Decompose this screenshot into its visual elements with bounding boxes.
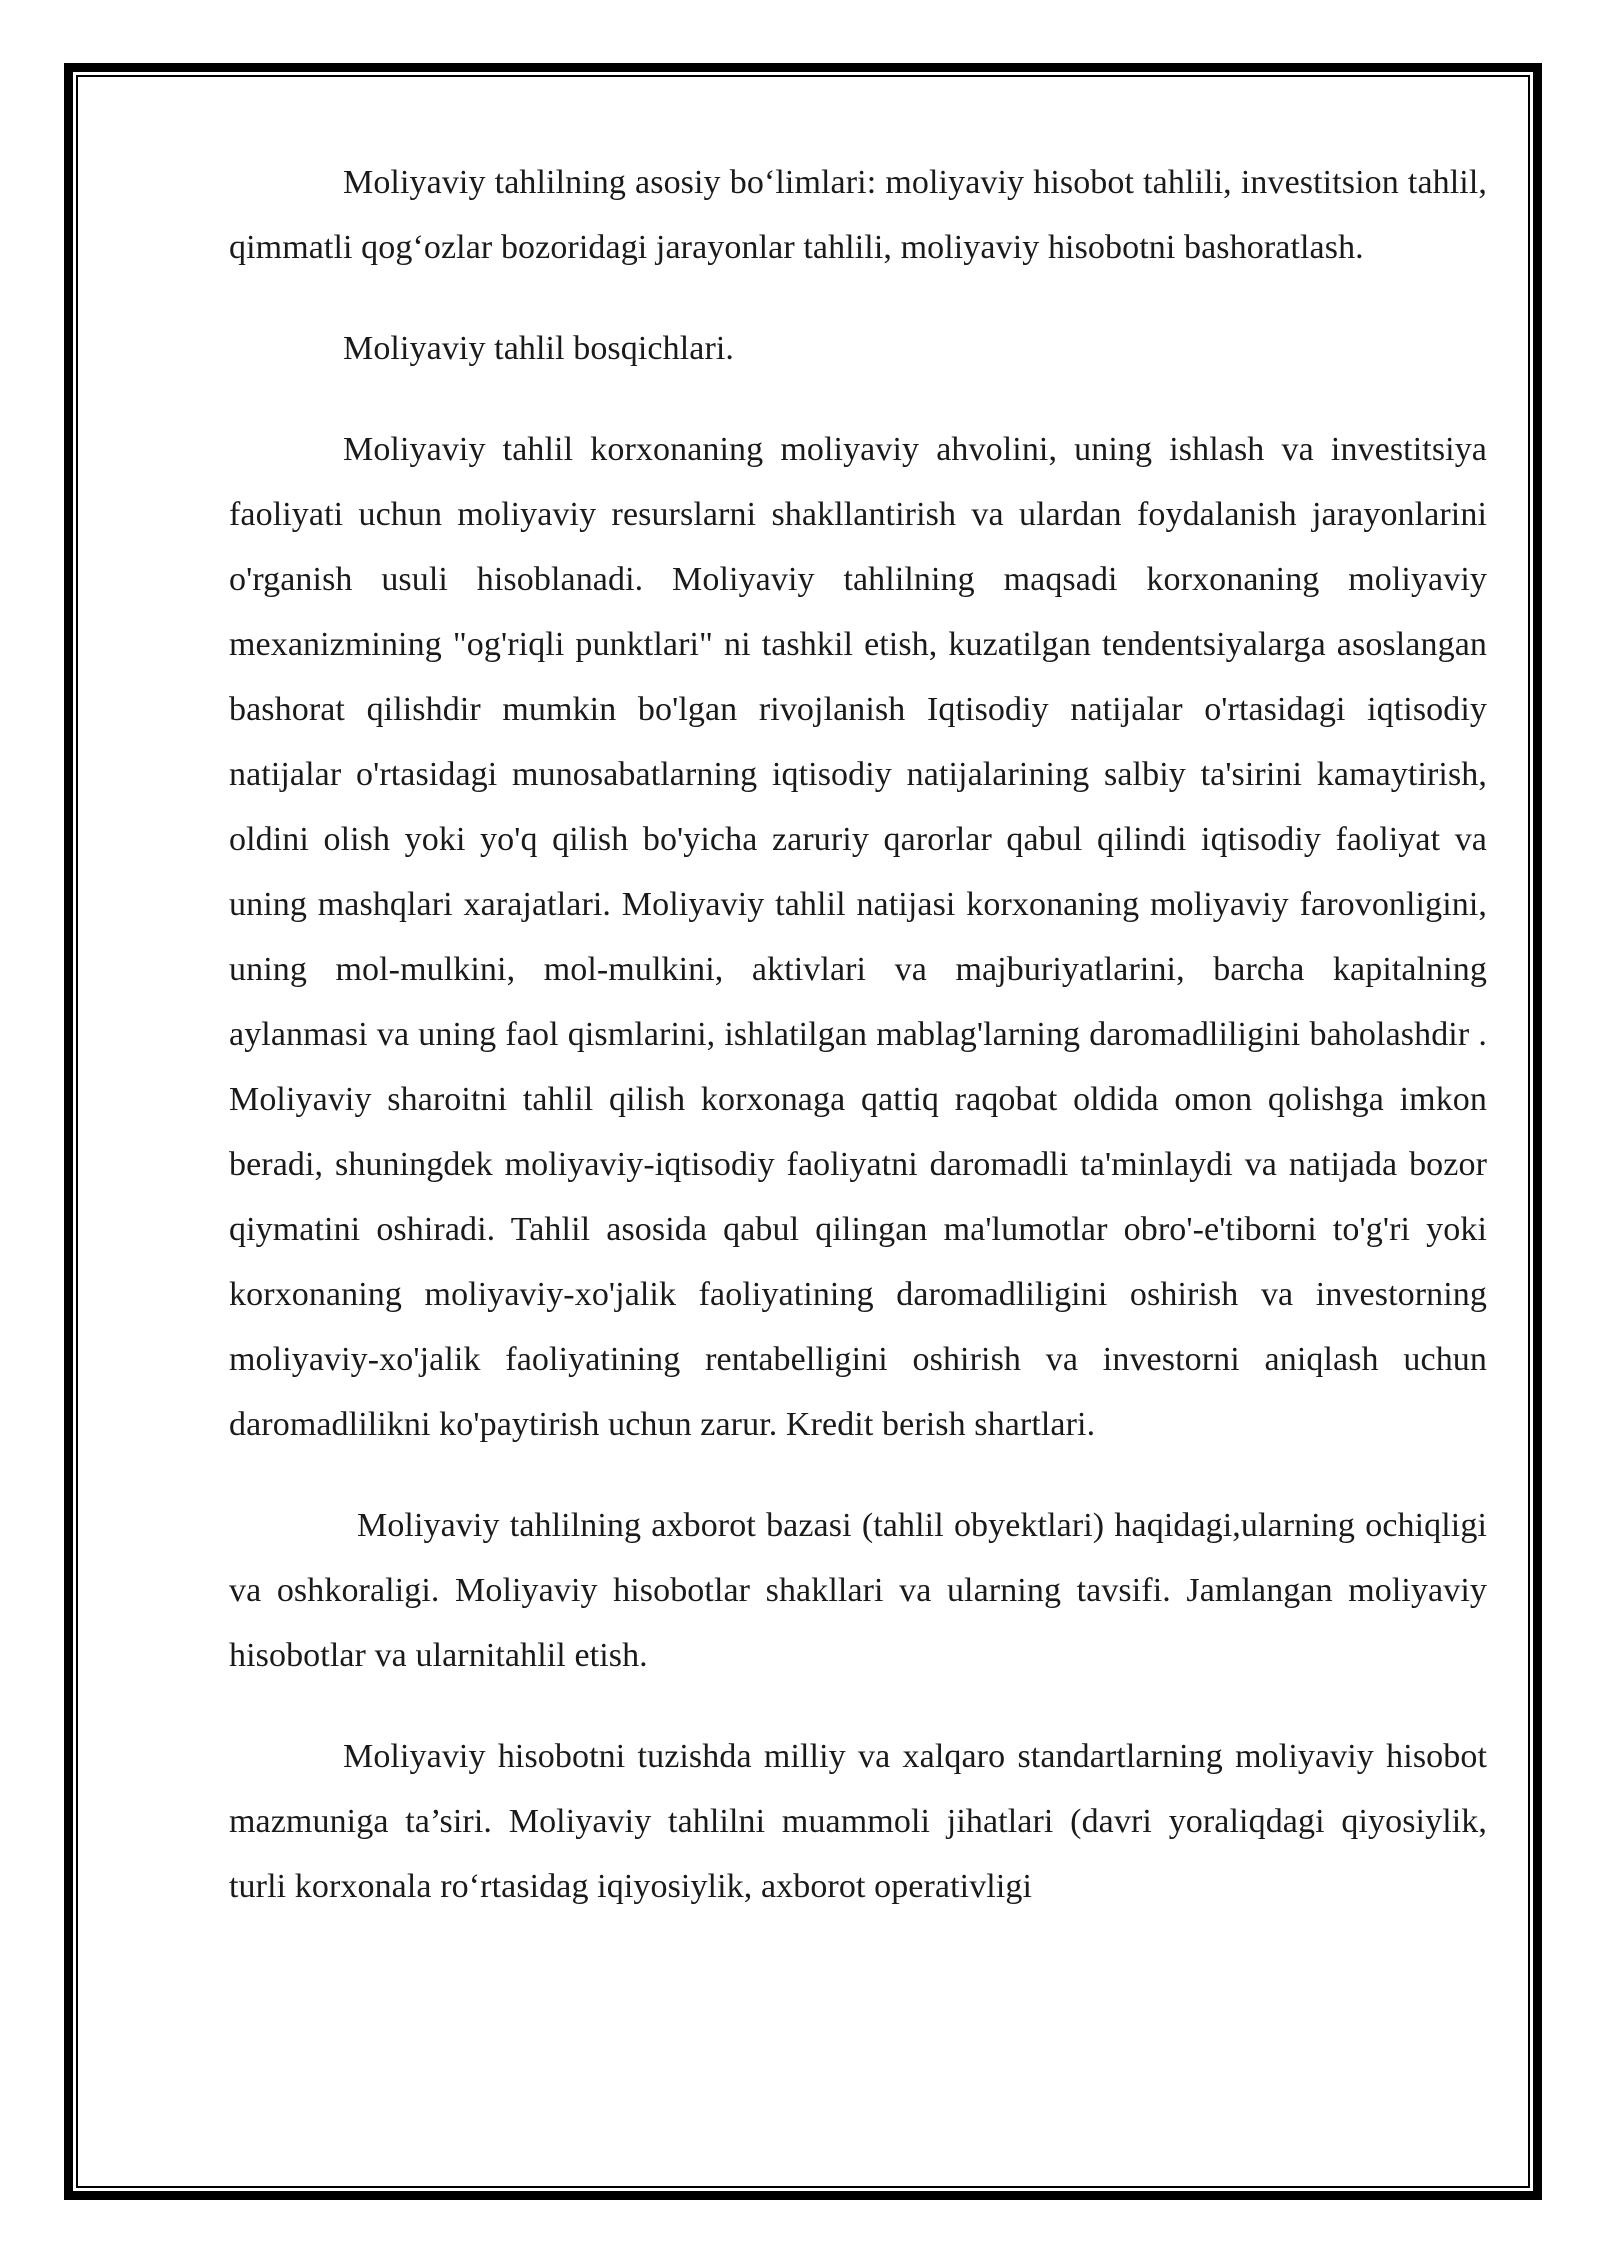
paragraph-standards-impact: Moliyaviy hisobotni tuzishda milliy va xalqaro standartlarning moliyaviy hisobot mazmuniga ta’siri. Moliyaviy tahlilni muammoli jihatlari (davri yoraliqdagi qiyosiylik, turli korxonala ro‘rtasidag iqiyosiylik, axborot operativligi xyxy=(229,1738,1487,1905)
document-body xyxy=(229,150,1487,1919)
paragraph-stages-heading: Moliyaviy tahlil bosqichlari. xyxy=(343,330,735,367)
paragraph-information-base: Moliyaviy tahlilning axborot bazasi (tahlil obyektlari) haqidagi,ularning ochiqligi va oshkoraligi. Moliyaviy hisobotlar shakllari va ularning tavsifi. Jamlangan moliyaviy hisobotlar va ularnitahlil etish. xyxy=(229,1507,1487,1674)
paragraph-analysis-description: Moliyaviy tahlil korxonaning moliyaviy ahvolini, uning ishlash va investitsiya faoliyati uchun moliyaviy resurslarni shakllantirish va ulardan foydalanish jarayonlarini o'rganish usuli hisoblanadi. Moliyaviy tahlilning maqsadi korxonaning moliyaviy mexanizmining "og'riqli punktlari" ni tashkil etish, kuzatilgan tendentsiyalarga asoslangan bashorat qilishdir mumkin bo'lgan rivojlanish Iqtisodiy natijalar o'rtasidagi iqtisodiy natijalar o'rtasidagi munosabatlarning iqtisodiy natijalarining salbiy ta'sirini kamaytirish, oldini olish yoki yo'q qilish bo'yicha zaruriy qarorlar qabul qilindi iqtisodiy faoliyat va uning mashqlari xarajatlari. Moliyaviy tahlil natijasi korxonaning moliyaviy farovonligini, uning mol-mulkini, mol-mulkini, aktivlari va majburiyatlarini, barcha kapitalning aylanmasi va uning faol qismlarini, ishlatilgan mablag'larning daromadliligini baholashdir . Moliyaviy sharoitni tahlil qilish korxonaga qattiq raqobat oldida omon qolishga imkon beradi, shuningdek moliyaviy-iqtisodiy faoliyatni daromadli ta'minlaydi va natijada bozor qiymatini oshiradi. Tahlil asosida qabul qilingan ma'lumotlar obro'-e'tiborni to'g'ri yoki korxonaning moliyaviy-xo'jalik faoliyatining daromadliligini oshirish va investorning moliyaviy-xo'jalik faoliyatining rentabelligini oshirish va investorni aniqlash uchun daromadlilikni ko'paytirish uchun zarur. Kredit berish shartlari. xyxy=(229,431,1487,1443)
paragraph-main-sections: Moliyaviy tahlilning asosiy bo‘limlari: moliyaviy hisobot tahlili, investitsion tahlil, qimmatli qog‘ozlar bozoridagi jarayonlar tahlili, moliyaviy hisobotni bashoratlash. xyxy=(229,164,1487,266)
